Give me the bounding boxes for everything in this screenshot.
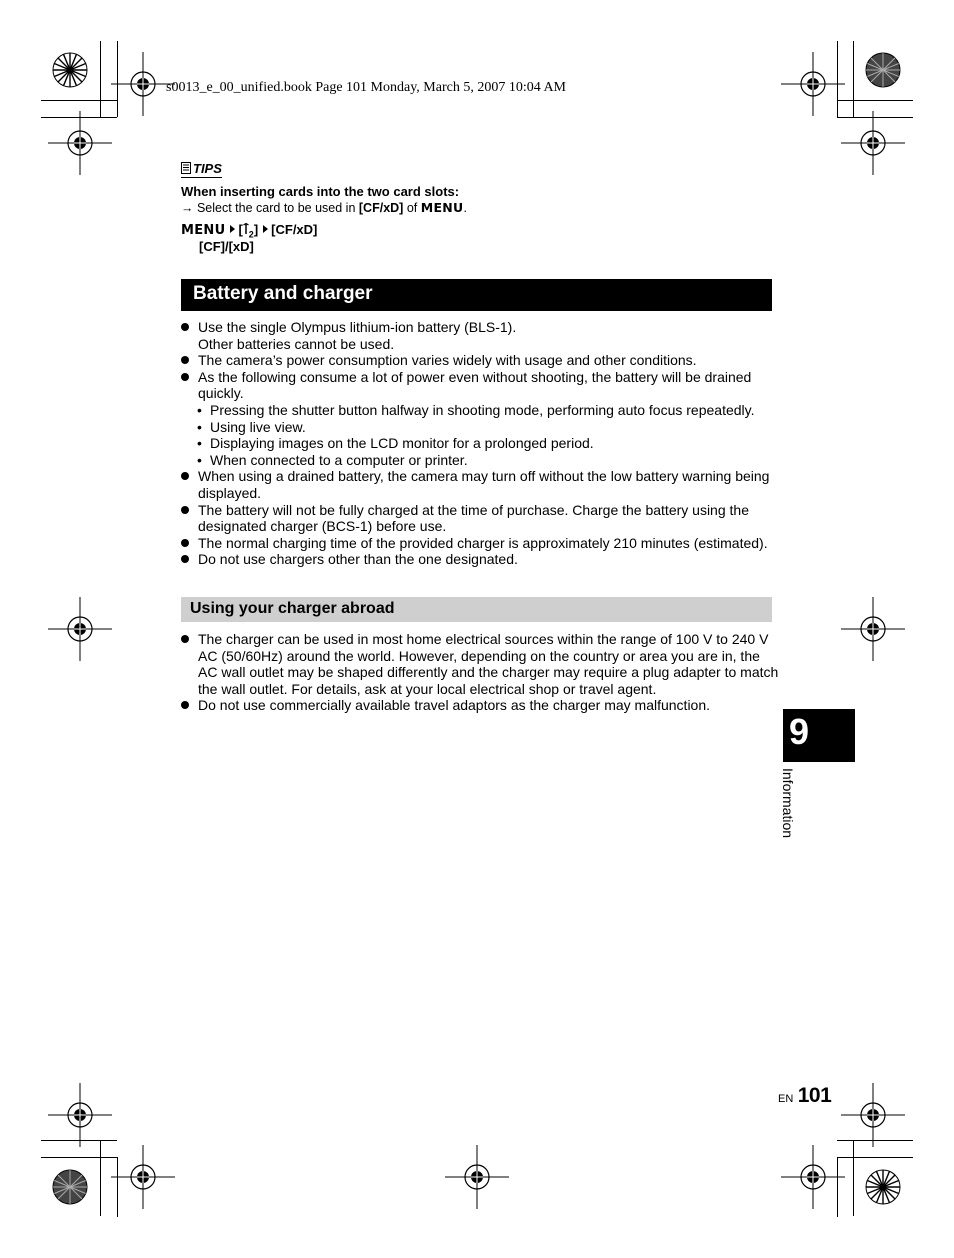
tips-body-cfxd: [CF/xD]	[358, 201, 404, 215]
sub-list-item: • Displaying images on the LCD monitor for a prolonged period.	[181, 435, 781, 452]
menu-item: [CF/xD]	[271, 222, 318, 237]
triangle-right-icon	[230, 225, 235, 233]
menu-tab-sub: 2	[248, 229, 254, 240]
page-number-value: 101	[797, 1084, 832, 1107]
list-item: The battery will not be fully charged at the time of purchase. Charge the battery using the designated charger (BCS-1) before use.	[181, 502, 781, 535]
bullet-text: Use the single Olympus lithium-ion battery (BLS-1).	[198, 319, 517, 335]
sub-list-item: • Pressing the shutter button halfway in shooting mode, performing auto focus repeatedly.	[181, 402, 781, 419]
menu-tab-open: [	[238, 222, 243, 237]
tips-label	[181, 161, 222, 178]
sub-list-item: • When connected to a computer or printer.	[181, 452, 781, 469]
sub-list-item: • Using live view.	[181, 419, 781, 436]
triangle-right-icon	[263, 225, 268, 233]
page-number	[778, 1084, 831, 1108]
chapter-number: 9	[789, 711, 810, 752]
bullet-text: Other batteries cannot be used.	[198, 335, 395, 352]
list-item: The normal charging time of the provided charger is approximately 210 minutes (estimated).	[181, 535, 781, 552]
tips-body-of: of	[403, 201, 421, 215]
section-title: Battery and charger	[193, 283, 373, 304]
tips-text: TIPS	[193, 161, 222, 176]
list-item: When using a drained battery, the camera may turn off without the low battery warning being displayed.	[181, 468, 781, 501]
menu-options: [CF]/[xD]	[199, 239, 254, 254]
menu-word: MENU	[181, 223, 226, 238]
list-item: The camera’s power consumption varies widely with usage and other conditions.	[181, 352, 781, 369]
tips-heading: When inserting cards into the two card slots:	[181, 184, 460, 199]
tips-body-menu: MENU	[420, 200, 464, 215]
subsection-title: Using your charger abroad	[190, 600, 395, 617]
section-heading-bar	[181, 279, 772, 311]
arrow-icon: →	[181, 201, 194, 215]
list-item: The charger can be used in most home electrical sources within the range of 100 V to 240 V AC (50/60Hz) around the world. However, depending on the country or area you are in, the AC wall outlet may be shaped differently and the charger may require a plug adapter to match the wall outlet. For details, ask at your local electrical shop or travel agent.	[181, 631, 781, 697]
memo-icon	[181, 162, 191, 174]
tips-body-end: .	[463, 201, 467, 215]
subsection-heading-bar	[181, 597, 772, 622]
menu-path	[181, 222, 317, 240]
language-code: EN	[778, 1093, 794, 1105]
menu-tab-close: ]	[253, 222, 259, 237]
chapter-tab	[783, 709, 855, 762]
tips-body	[181, 200, 467, 215]
file-info-header: s0013_e_00_unified.book Page 101 Monday, March 5, 2007 10:04 AM	[166, 80, 566, 95]
list-item: As the following consume a lot of power even without shooting, the battery will be drained quickly.	[181, 369, 781, 402]
charger-bullet-list	[181, 631, 781, 714]
tips-body-text: Select the card to be used in	[193, 201, 359, 215]
battery-bullet-list	[181, 319, 781, 568]
chapter-label: Information	[780, 768, 796, 839]
list-item: Do not use chargers other than the one designated.	[181, 551, 781, 568]
list-item	[181, 319, 781, 352]
list-item: Do not use commercially available travel adaptors as the charger may malfunction.	[181, 697, 781, 714]
